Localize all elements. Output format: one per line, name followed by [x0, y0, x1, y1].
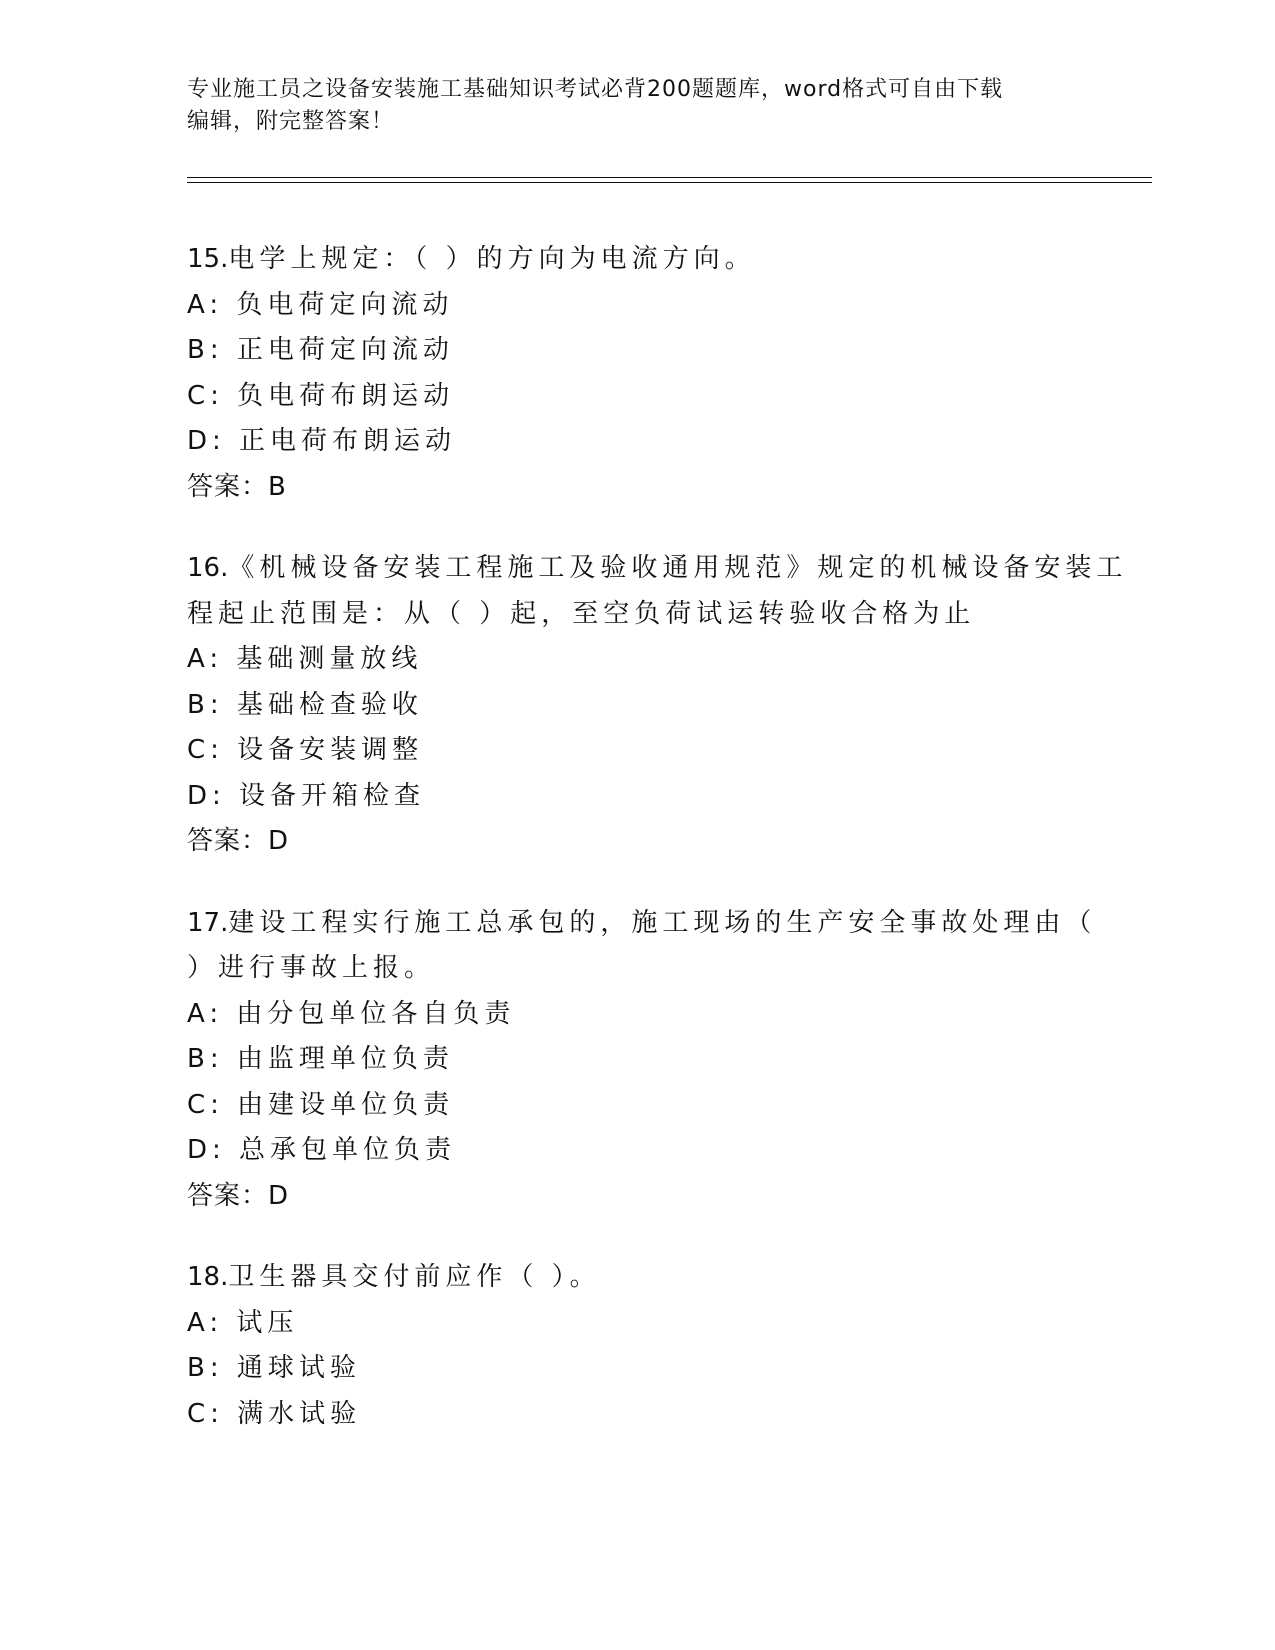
answer-option: A: 试压	[187, 1307, 299, 1338]
question-number: 15.	[187, 244, 229, 274]
question-block	[187, 1255, 1087, 1437]
question-stem-text: 建设工程实行施工总承包的，施工现场的生产安全事故处理由（	[228, 907, 1097, 938]
answer-option: C: 负电荷布朗运动	[187, 380, 455, 411]
header-divider-top	[187, 177, 1152, 178]
answer-option: D: 总承包单位负责	[187, 1135, 457, 1165]
question-stem-line	[187, 237, 1087, 283]
answer-key: 答案：B	[187, 471, 287, 502]
question-stem-line	[187, 546, 1128, 592]
header-title-line-2: 编辑，附完整答案！	[187, 109, 395, 134]
question-stem-text: 卫生器具交付前应作（ ）。	[228, 1262, 601, 1292]
answer-option: C: 设备安装调整	[187, 735, 424, 765]
question-list	[187, 237, 1128, 1473]
question-stem-text: 程起止范围是：从（ ）起，至空负荷试运转验收合格为止	[187, 598, 976, 629]
answer-option: A: 负电荷定向流动	[187, 289, 454, 320]
answer-option: A: 基础测量放线	[187, 644, 423, 674]
answer-option: B: 正电荷定向流动	[187, 335, 454, 365]
answer-option: B: 基础检查验收	[187, 689, 423, 720]
question-stem-text: 电学上规定：（ ）的方向为电流方向。	[228, 244, 756, 274]
question-number: 17.	[187, 907, 229, 938]
question-stem-line	[187, 592, 1087, 638]
question-number: 18.	[187, 1262, 229, 1292]
answer-option: D: 设备开箱检查	[187, 780, 426, 811]
question-number: 16.	[187, 553, 229, 583]
header-title-line-1: 专业施工员之设备安装施工基础知识考试必背200题题库，word格式可自由下载	[187, 77, 1004, 102]
question-block	[187, 901, 1097, 1220]
answer-option: C: 满水试验	[187, 1398, 362, 1429]
question-block	[187, 237, 1087, 510]
document-header	[187, 74, 1087, 138]
answer-option: C: 由建设单位负责	[187, 1089, 455, 1120]
question-stem-text: 《机械设备安装工程施工及验收通用规范》规定的机械设备安装工	[228, 553, 1128, 583]
answer-option: B: 通球试验	[187, 1353, 361, 1383]
answer-option: B: 由监理单位负责	[187, 1044, 454, 1074]
answer-key: 答案：D	[187, 826, 290, 856]
question-block	[187, 546, 1128, 865]
question-stem-line	[187, 1255, 1087, 1301]
header-divider-bottom	[187, 182, 1152, 183]
question-stem-line	[187, 946, 1087, 992]
answer-key: 答案：D	[187, 1180, 290, 1211]
answer-option: D: 正电荷布朗运动	[187, 426, 457, 456]
answer-option: A: 由分包单位各自负责	[187, 998, 516, 1029]
question-stem-line	[187, 901, 1097, 947]
question-stem-text: ）进行事故上报。	[187, 953, 436, 983]
